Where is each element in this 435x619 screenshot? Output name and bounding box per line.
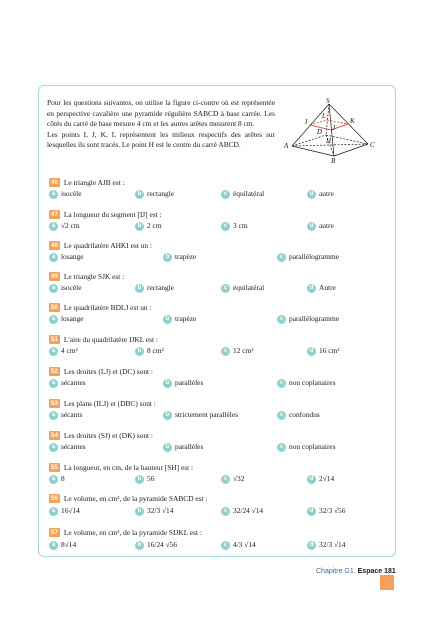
option-a[interactable]: a 4 cm² xyxy=(49,345,78,357)
intro-paragraph-2: Les points I, J, K, L représentent les milieux respectifs des arêtes sur lesquelles ils sont tracés. Le point H est le centre du carré ABCD. xyxy=(47,129,275,150)
chapter-label: Chapitre G1. xyxy=(316,568,356,575)
option-c[interactable]: c √32 xyxy=(221,473,244,485)
question-number: 49 xyxy=(51,273,58,280)
page-number: 181 xyxy=(384,568,396,575)
question-text: Les droites (LJ) et (DC) sont : xyxy=(63,367,153,376)
option-a[interactable]: a isocèle xyxy=(49,188,82,200)
question-text: Le triangle SJK est : xyxy=(63,272,125,281)
question-number: 46 xyxy=(51,179,58,186)
option-b[interactable]: b 16/24 √56 xyxy=(135,539,177,551)
option-b[interactable]: b 2 cm xyxy=(135,220,162,232)
question-number: 48 xyxy=(51,242,58,249)
option-c[interactable]: c 32/24 √14 xyxy=(221,505,263,517)
chapter-title: Espace xyxy=(357,568,383,575)
option-d[interactable]: d 2√14 xyxy=(307,473,334,485)
option-d[interactable]: d 16 cm² xyxy=(307,345,339,357)
option-c[interactable]: c non coplanaires xyxy=(277,441,336,453)
question-text: Les plans (ILJ) et (DBC) sont : xyxy=(63,399,156,408)
option-b[interactable]: b rectangle xyxy=(135,188,174,200)
option-a[interactable]: a sécants xyxy=(49,409,82,421)
question-number: 51 xyxy=(51,336,58,343)
question-text: L'aire du quadrilatère IJKL est : xyxy=(63,335,158,344)
question-text: Le quadrilatère AHKI est un : xyxy=(63,241,152,250)
question-text: Le volume, en cm³, de la pyramide SIJKL est : xyxy=(63,528,202,537)
question-number: 55 xyxy=(51,464,58,471)
question-text: La longueur du segment [IJ] est : xyxy=(63,210,162,219)
option-d[interactable]: d 32/3 √14 xyxy=(307,539,345,551)
option-c[interactable]: c équilatéral xyxy=(221,282,264,294)
option-c[interactable]: c équilatéral xyxy=(221,188,264,200)
option-a[interactable]: a isocèle xyxy=(49,282,82,294)
question-text: Les droites (SJ) et (DK) sont : xyxy=(63,431,153,440)
question-text: Le triangle AJB est : xyxy=(63,178,125,187)
question-56 xyxy=(49,493,208,505)
question-57 xyxy=(49,527,202,539)
option-a[interactable]: a √2 cm xyxy=(49,220,80,232)
question-number: 47 xyxy=(51,211,58,218)
option-b[interactable]: b trapèze xyxy=(163,251,196,263)
question-text: Le quadrilatère BDLJ est un : xyxy=(63,303,152,312)
option-c[interactable]: c confondus xyxy=(277,409,320,421)
option-a[interactable]: a sécantes xyxy=(49,377,86,389)
intro-paragraph-1: Pour les questions suivantes, on utilise la figure ci-contre où est représentée en perspective cavalière une pyramide régulière SABCD à base carrée. Les côtés du carré de base mesure 4 cm et les autres arêtes mesurent 8 cm. xyxy=(47,98,275,129)
pyramid-figure xyxy=(282,96,382,166)
option-d[interactable]: d Autre xyxy=(307,282,336,294)
label-L: L xyxy=(322,112,326,120)
page-tab xyxy=(380,575,394,590)
question-number: 53 xyxy=(51,400,58,407)
option-b[interactable]: b parallèles xyxy=(163,441,203,453)
option-a[interactable]: a sécantes xyxy=(49,441,86,453)
label-B: B xyxy=(331,157,336,165)
option-a[interactable]: a losange xyxy=(49,313,84,325)
page-footer xyxy=(316,568,396,575)
label-K: K xyxy=(350,117,355,125)
label-D: D xyxy=(317,128,323,136)
option-d[interactable]: d autre xyxy=(307,188,334,200)
option-b[interactable]: b trapèze xyxy=(163,313,196,325)
question-number: 54 xyxy=(51,432,58,439)
option-c[interactable]: c non coplanaires xyxy=(277,377,336,389)
option-b[interactable]: b rectangle xyxy=(135,282,174,294)
question-55 xyxy=(49,462,193,474)
question-number: 56 xyxy=(51,495,58,502)
option-d[interactable]: d autre xyxy=(307,220,334,232)
option-a[interactable]: a 16√14 xyxy=(49,505,80,517)
question-number: 52 xyxy=(51,368,58,375)
label-S: S xyxy=(326,97,330,105)
question-text: Le volume, en cm³, de la pyramide SABCD est : xyxy=(63,494,208,503)
option-b[interactable]: b parallèles xyxy=(163,377,203,389)
option-a[interactable]: a 8√14 xyxy=(49,539,76,551)
option-a[interactable]: a 8 xyxy=(49,473,65,485)
question-text: La longueur, en cm, de la hauteur [SH] est : xyxy=(63,463,194,472)
label-C: C xyxy=(370,141,375,149)
option-c[interactable]: c 12 cm² xyxy=(221,345,253,357)
option-b[interactable]: b 56 xyxy=(135,473,154,485)
label-J: J xyxy=(332,124,336,132)
option-c[interactable]: c parallélogramme xyxy=(277,251,339,263)
question-number: 50 xyxy=(51,304,58,311)
option-b[interactable]: b 8 cm² xyxy=(135,345,164,357)
option-c[interactable]: c 4/3 √14 xyxy=(221,539,256,551)
intro-text xyxy=(47,98,275,151)
option-c[interactable]: c 3 cm xyxy=(221,220,248,232)
option-c[interactable]: c parallélogramme xyxy=(277,313,339,325)
option-a[interactable]: a losange xyxy=(49,251,84,263)
option-b[interactable]: b 32/3 √14 xyxy=(135,505,173,517)
option-b[interactable]: b strictement parallèles xyxy=(163,409,238,421)
label-H: H xyxy=(326,137,332,145)
question-number: 57 xyxy=(51,529,58,536)
option-d[interactable]: d 32/3 √56 xyxy=(307,505,345,517)
label-I: I xyxy=(305,118,308,126)
label-A: A xyxy=(284,142,289,150)
